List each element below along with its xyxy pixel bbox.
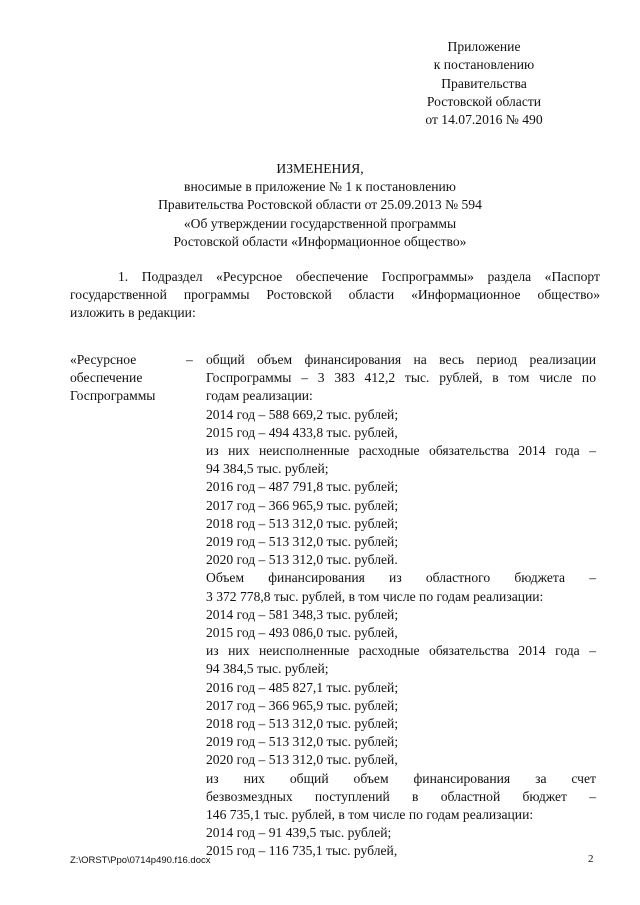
intro-line: 1. Подраздел «Ресурсное обеспечение Госпрограммы» раздела «Паспорт (118, 269, 600, 284)
content-line: годам реализации: (206, 388, 313, 404)
appendix-header (400, 38, 568, 129)
section-dash: – (186, 352, 193, 367)
content-line: 2018 год – 513 312,0 тыс. рублей; (206, 716, 399, 732)
appendix-line: Правительства (441, 75, 527, 91)
section-label-line: «Ресурсное (70, 352, 137, 367)
appendix-line: Ростовской области (426, 93, 542, 109)
section-label-line: обеспечение (70, 370, 143, 386)
content-line: 2014 год – 581 348,3 тыс. рублей; (206, 606, 399, 622)
content-line: 2017 год – 366 965,9 тыс. рублей; (206, 697, 399, 713)
section-label-line: Госпрограммы (70, 388, 156, 404)
appendix-line: от 14.07.2016 № 490 (425, 112, 543, 128)
content-line: 2016 год – 485 827,1 тыс. рублей; (206, 679, 399, 695)
content-line: 2014 год – 91 439,5 тыс. рублей; (206, 825, 392, 841)
document-title (40, 160, 600, 251)
content-line: 2015 год – 493 086,0 тыс. рублей, (206, 625, 398, 641)
title-line: Ростовской области «Информационное общество» (173, 233, 467, 249)
content-line: 94 384,5 тыс. рублей; (206, 661, 329, 677)
content-line: Госпрограммы – 3 383 412,2 тыс. рублей, в том числе по (206, 370, 596, 386)
section-label (70, 351, 180, 406)
content-line: 2017 год – 366 965,9 тыс. рублей; (206, 497, 399, 513)
title-line: Правительства Ростовской области от 25.09.2013 № 594 (158, 197, 482, 213)
title-line: вносимые в приложение № 1 к постановлению (184, 179, 456, 195)
intro-paragraph (70, 268, 600, 323)
content-line: 2019 год – 513 312,0 тыс. рублей; (206, 734, 399, 750)
content-line: из них общий объем финансирования за счет (206, 770, 596, 786)
content-line: Объем финансирования из областного бюджета – (206, 570, 596, 586)
appendix-line: к постановлению (433, 57, 535, 73)
title-line: «Об утверждении государственной программы (183, 215, 457, 231)
content-line: 2016 год – 487 791,8 тыс. рублей; (206, 479, 399, 495)
content-line: из них неисполненные расходные обязательства 2014 года – (206, 643, 596, 659)
content-line: 2020 год – 513 312,0 тыс. рублей, (206, 752, 398, 768)
intro-line: государственной программы Ростовской области «Информационное общество» (70, 287, 600, 303)
content-line: 94 384,5 тыс. рублей; (206, 461, 329, 477)
content-line: 2015 год – 494 433,8 тыс. рублей, (206, 424, 398, 440)
content-line: безвозмездных поступлений в областной бюджет – (206, 788, 596, 804)
content-line: 2018 год – 513 312,0 тыс. рублей; (206, 515, 399, 531)
content-line: 2020 год – 513 312,0 тыс. рублей. (206, 552, 398, 568)
content-line: 146 735,1 тыс. рублей, в том числе по годам реализации: (206, 807, 534, 823)
content-line: 2019 год – 513 312,0 тыс. рублей; (206, 534, 399, 550)
section-content (206, 351, 596, 861)
content-line: 3 372 778,8 тыс. рублей, в том числе по годам реализации: (206, 588, 544, 604)
content-line: 2014 год – 588 669,2 тыс. рублей; (206, 406, 399, 422)
content-line: из них неисполненные расходные обязательства 2014 года – (206, 443, 596, 459)
intro-line: изложить в редакции: (70, 305, 196, 321)
page-number: 2 (588, 853, 594, 865)
file-path: Z:\ORST\Ppo\0714p490.f16.docx (70, 855, 211, 866)
content-line: общий объем финансирования на весь период реализации (206, 352, 596, 367)
content-line: 2015 год – 116 735,1 тыс. рублей, (206, 843, 398, 859)
appendix-line: Приложение (447, 39, 521, 54)
title-heading: ИЗМЕНЕНИЯ, (276, 161, 364, 176)
